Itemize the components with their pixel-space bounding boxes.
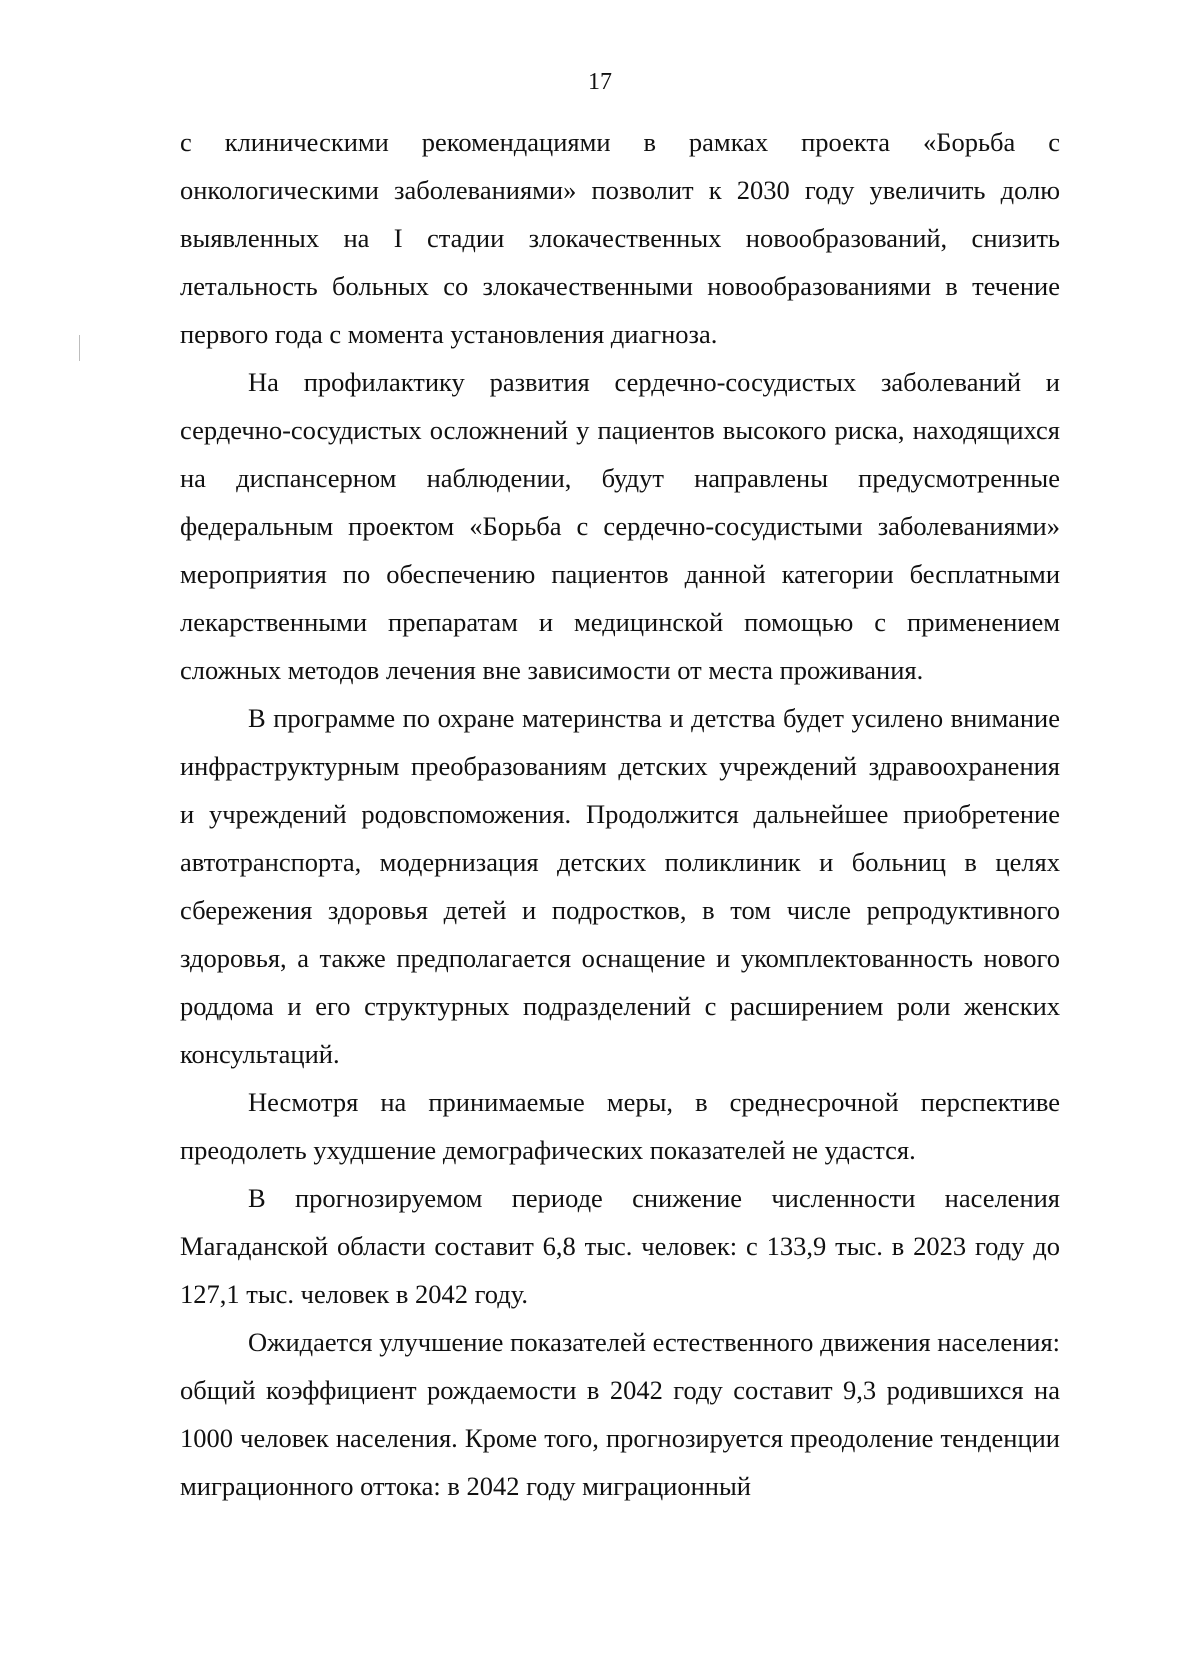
paragraph-2: На профилактику развития сердечно-сосудистых заболеваний и сердечно-сосудистых осложнений у пациентов высокого риска, находящихся на диспансерном наблюдении, будут направлены предусмотренные федеральным проектом «Борьба с сердечно-сосудистыми заболеваниями» мероприятия по обеспечению пациентов данной категории бесплатными лекарственными препаратам и медицинской помощью с применением сложных методов лечения вне зависимости от места проживания. [180,367,1060,685]
document-body [180,118,1060,1510]
paragraph-4: Несмотря на принимаемые меры, в среднесрочной перспективе преодолеть ухудшение демографических показателей не удастся. [180,1087,1060,1165]
paragraph-1: с клиническими рекомендациями в рамках проекта «Борьба с онкологическими заболеваниями» позволит к 2030 году увеличить долю выявленных на I стадии злокачественных новообразований, снизить летальность больных со злокачественными новообразованиями в течение первого года с момента установления диагноза. [180,127,1060,349]
scan-edge-mark [79,335,80,361]
paragraph-6: Ожидается улучшение показателей естественного движения населения: общий коэффициент рождаемости в 2042 году составит 9,3 родившихся на 1000 человек населения. Кроме того, прогнозируется преодоление тенденции миграционного оттока: в 2042 году миграционный [180,1327,1060,1501]
page-number: 17 [588,69,612,95]
paragraph-5: В прогнозируемом периоде снижение численности населения Магаданской области составит 6,8 тыс. человек: с 133,9 тыс. в 2023 году до 127,1 тыс. человек в 2042 году. [180,1183,1060,1309]
paragraph-3: В программе по охране материнства и детства будет усилено внимание инфраструктурным преобразованиям детских учреждений здравоохранения и учреждений родовспоможения. Продолжится дальнейшее приобретение автотранспорта, модернизация детских поликлиник и больниц в целях сбережения здоровья детей и подростков, в том числе репродуктивного здоровья, а также предполагается оснащение и укомплектованность нового роддома и его структурных подразделений с расширением роли женских консультаций. [180,703,1060,1069]
